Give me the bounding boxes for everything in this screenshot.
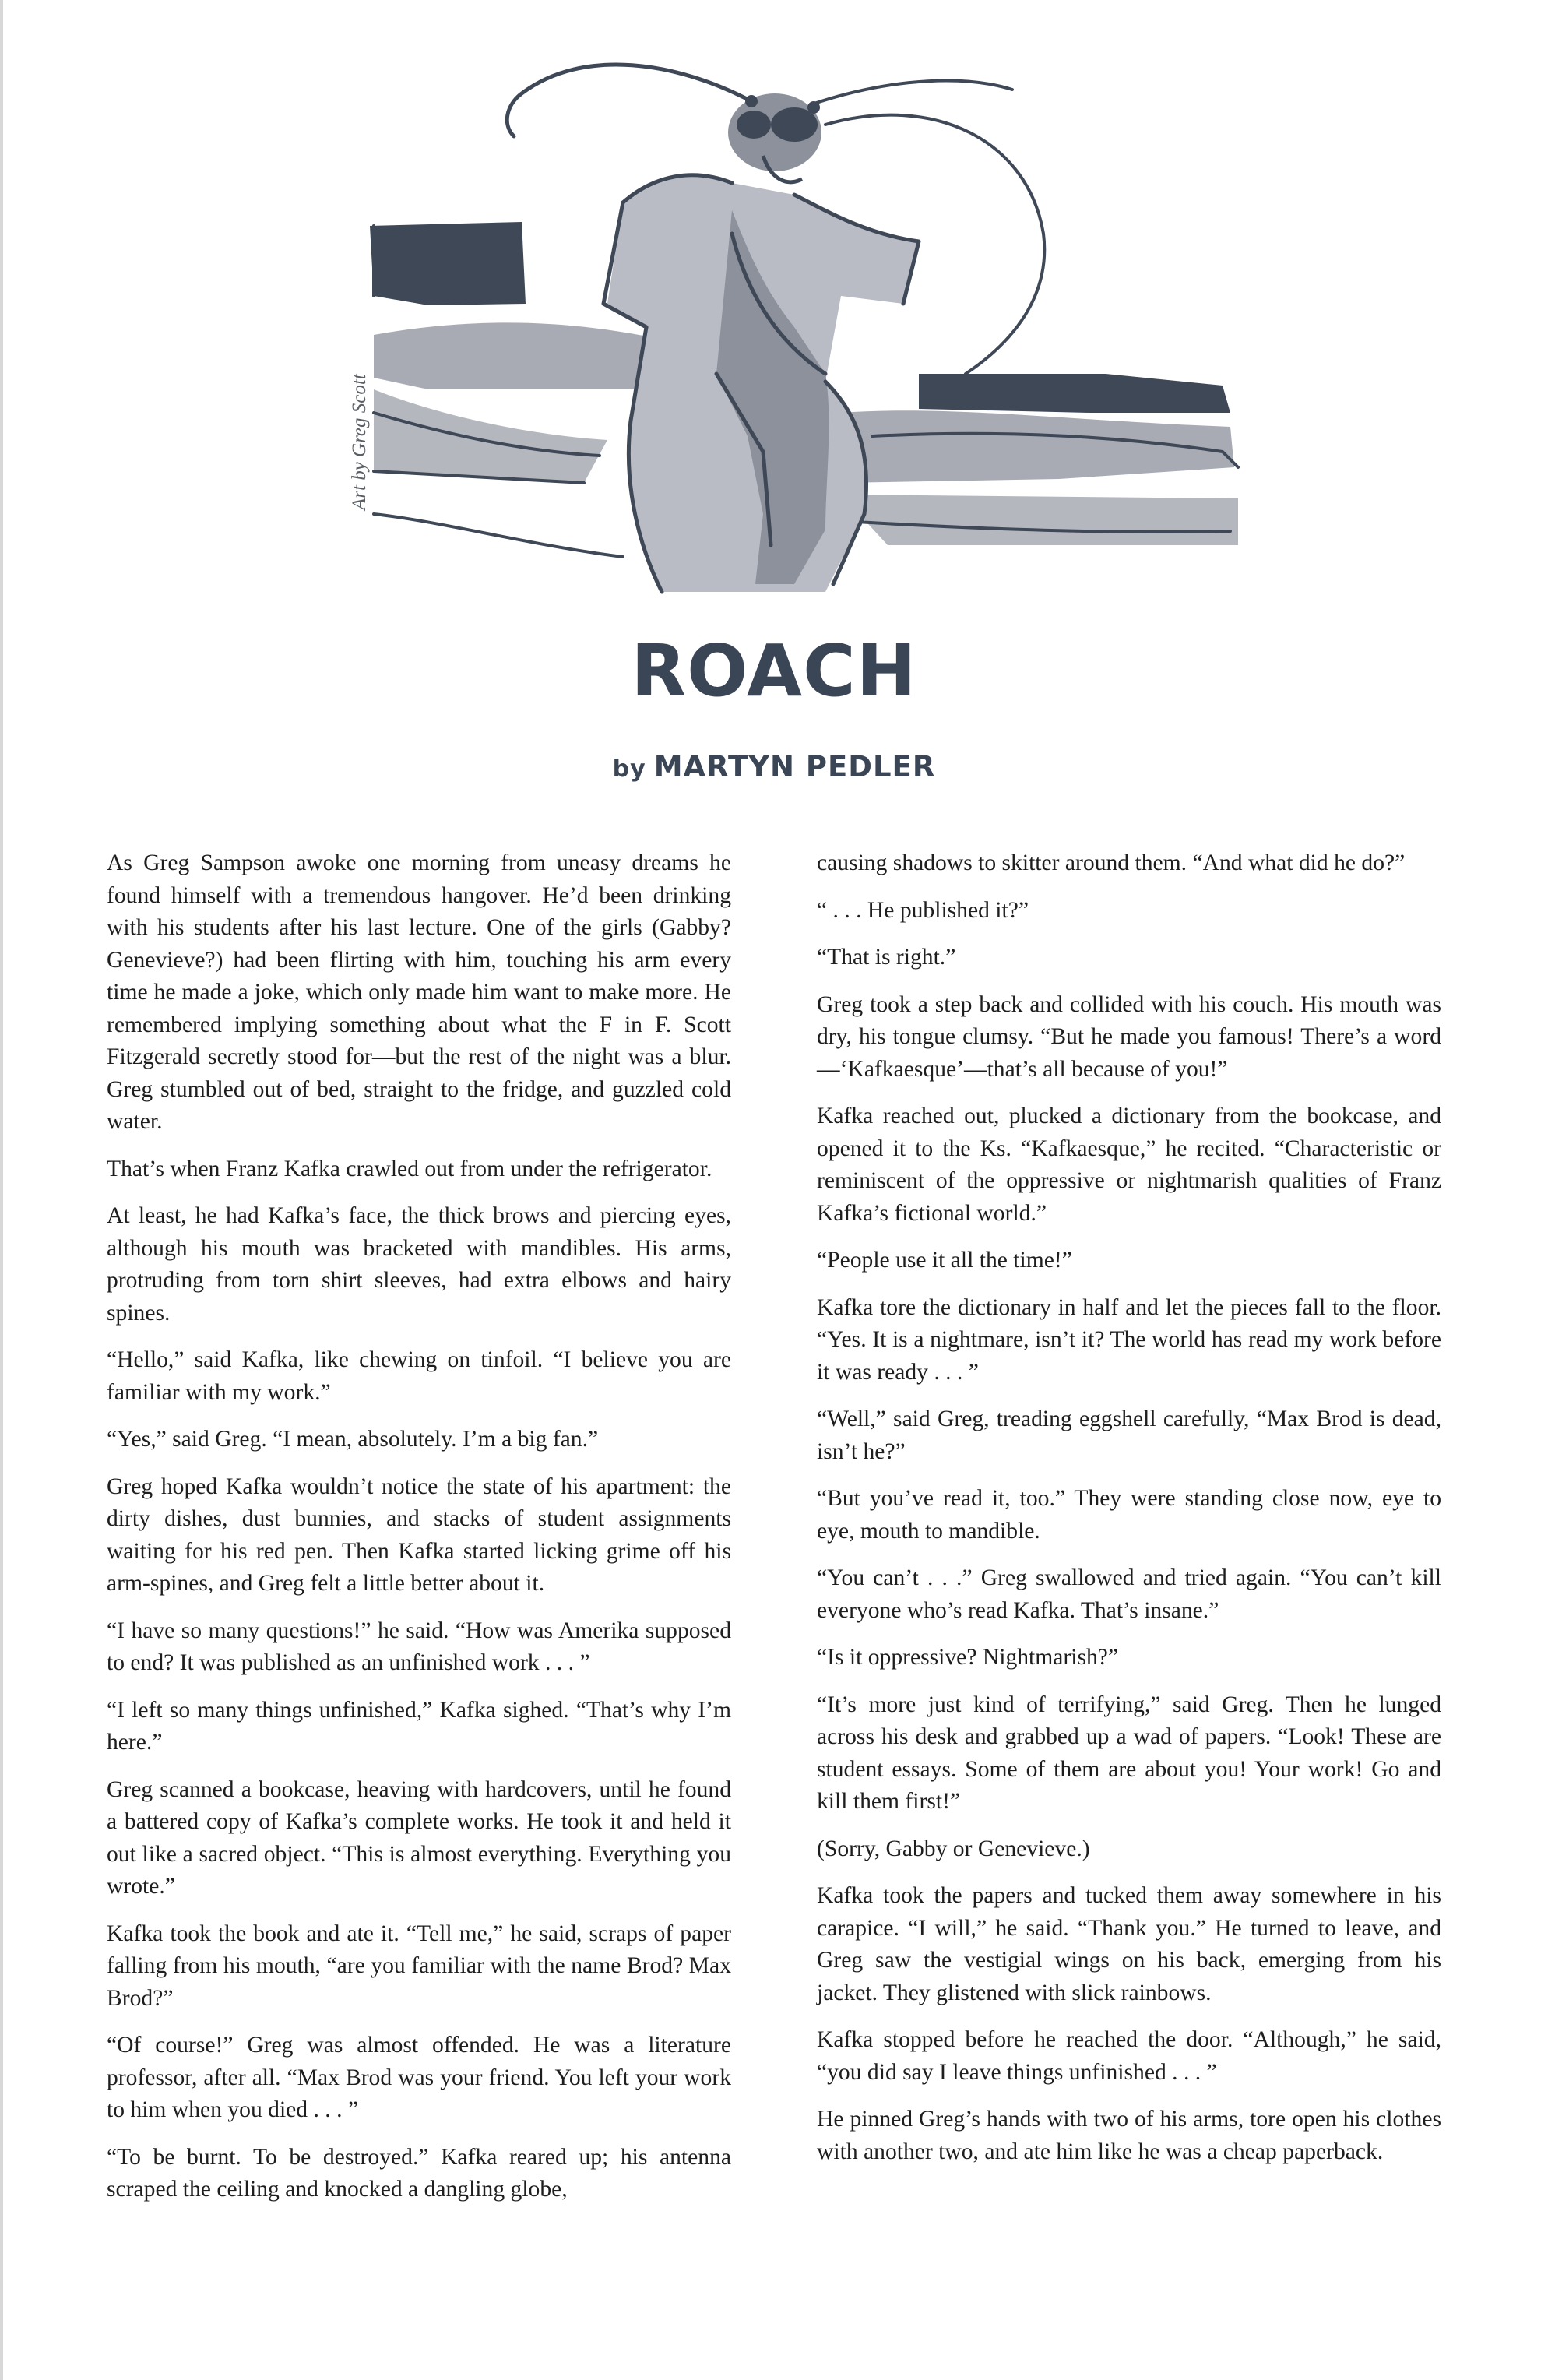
bed-base-right [841, 495, 1238, 545]
byline [0, 750, 1548, 783]
bed-wash-left-lower [374, 389, 607, 483]
antenna-base-left [745, 95, 758, 107]
page-edge [0, 0, 3, 2380]
story-column-right [817, 847, 1441, 2183]
paragraph: That’s when Franz Kafka crawled out from under the refrigerator. [107, 1156, 712, 1181]
paragraph: Kafka took the papers and tucked them away somewhere in his carapice. “I will,” he said. “Thank you.” He turned to leave, and Greg saw the vestigial wings on his back, emerging from his jacket. They glistened with slick rainbows. [817, 1883, 1441, 2005]
paragraph: Kafka tore the dictionary in half and let the pieces fall to the floor. “Yes. It is a nightmare, isn’t it? The world has read my work before it was ready . . . ” [817, 1294, 1441, 1385]
paragraph: Kafka took the book and ate it. “Tell me,” he said, scraps of paper falling from his mouth, “are you familiar with the name Brod? Max Brod?” [107, 1921, 731, 2011]
paragraph: Greg took a step back and collided with his couch. His mouth was dry, his tongue clumsy. “But he made you famous! There’s a word—‘Kafkaesque’—that’s all because of you!” [817, 991, 1441, 1082]
paragraph: Kafka stopped before he reached the door. “Although,” he said, “you did say I leave things unfinished . . . ” [817, 2027, 1441, 2085]
paragraph: “To be burnt. To be destroyed.” Kafka reared up; his antenna scraped the ceiling and knocked a dangling globe, [107, 2144, 731, 2202]
paragraph: “Well,” said Greg, treading eggshell carefully, “Max Brod is dead, isn’t he?” [817, 1407, 1441, 1464]
paragraph: (Sorry, Gabby or Genevieve.) [817, 1836, 1090, 1861]
paragraph: “ . . . He published it?” [817, 897, 1029, 923]
antenna-base-right [807, 101, 820, 114]
paragraph: “You can’t . . .” Greg swallowed and tried again. “You can’t kill everyone who’s read Kafka. That’s insane.” [817, 1565, 1441, 1623]
paragraph: Kafka reached out, plucked a dictionary from the bookcase, and opened it to the Ks. “Kafkaesque,” he recited. “Characteristic or reminiscent of the oppressive or nightmarish qualities of Franz Kafka’s fictional world.” [817, 1104, 1441, 1226]
bed-dark-right [919, 374, 1230, 413]
paragraph: “Hello,” said Kafka, like chewing on tinfoil. “I believe you are familiar with my work.” [107, 1347, 731, 1405]
paragraph: Greg hoped Kafka wouldn’t notice the state of his apartment: the dirty dishes, dust bunnies, and stacks of student assignments waiting for his red pen. Then Kafka started licking grime off his arm-spines, and Greg felt a little better about it. [107, 1473, 731, 1596]
paragraph: “But you’ve read it, too.” They were standing close now, eye to eye, mouth to mandible. [817, 1486, 1441, 1544]
antenna-right-upper [810, 81, 1012, 105]
paragraph: As Greg Sampson awoke one morning from uneasy dreams he found himself with a tremendous hangover. He’d been drinking with his students after his last lecture. One of the girls (Gabby? Genevieve?) had been flirting with him, touching his arm every time he made a joke, which only made him want to make more. He remembered implying something about what the F in F. Scott Fitzgerald secretly stood for—but the rest of the night was a blur. Greg stumbled out of bed, straight to the fridge, and guzzled cold water. [107, 850, 731, 1134]
paragraph: “Is it oppressive? Nightmarish?” [817, 1645, 1119, 1670]
wall-shadow [370, 222, 526, 305]
paragraph: He pinned Greg’s hands with two of his arms, tore open his clothes with another two, and ate him like he was a cheap paperback. [817, 2107, 1441, 2164]
paragraph: “That is right.” [817, 945, 956, 970]
art-credit: Art by Greg Scott [349, 374, 370, 510]
author-name: MARTYN PEDLER [653, 750, 936, 783]
paragraph: “It’s more just kind of terrifying,” said Greg. Then he lunged across his desk and grabbed up a wad of papers. “Look! These are student essays. Some of them are about you! Your work! Go and kill them first!” [817, 1692, 1441, 1814]
paragraph: causing shadows to skitter around them. “And what did he do?” [817, 850, 1406, 875]
goggle-left [737, 111, 771, 139]
byline-prefix: by [612, 755, 646, 783]
paragraph: “I left so many things unfinished,” Kafka sighed. “That’s why I’m here.” [107, 1697, 731, 1755]
paragraph: “Of course!” Greg was almost offended. He was a literature professor, after all. “Max Brod was your friend. You left your work to him when you died . . . ” [107, 2033, 731, 2122]
antenna-left [507, 65, 751, 136]
paragraph: At least, he had Kafka’s face, the thick brows and piercing eyes, although his mouth was bracketed with mandibles. His arms, protruding from torn shirt sleeves, had extra elbows and hairy spines. [107, 1203, 731, 1326]
paragraph: Greg scanned a bookcase, heaving with hardcovers, until he found a battered copy of Kafka’s complete works. He took it and held it out like a sacred object. “This is almost everything. Everything you wrote.” [107, 1776, 731, 1899]
paragraph: “Yes,” said Greg. “I mean, absolutely. I’m a big fan.” [107, 1427, 599, 1452]
paragraph: “People use it all the time!” [817, 1248, 1072, 1273]
paragraph: “I have so many questions!” he said. “How was Amerika supposed to end? It was published as an unfinished work . . . ” [107, 1618, 731, 1675]
story-column-left [107, 847, 731, 2221]
story-title: ROACH [631, 629, 917, 713]
man-with-roach-antennae-illustration [327, 47, 1495, 607]
